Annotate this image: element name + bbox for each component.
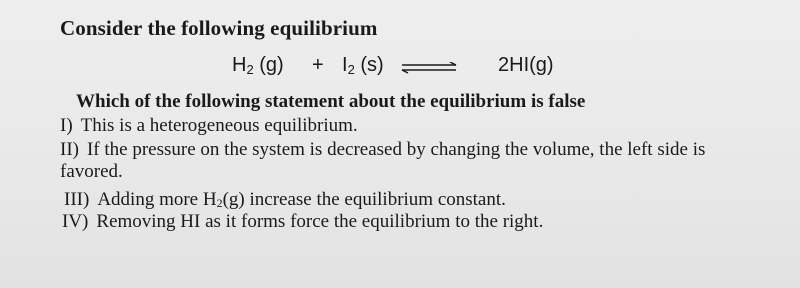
option-label: III)	[64, 189, 90, 210]
option-label: I)	[60, 115, 73, 136]
question-text: Which of the following statement about the equilibrium is false	[76, 91, 586, 112]
option-text: Removing HI as it forms force the equilibrium to the right.	[96, 211, 544, 232]
reactant-h2-symbol: H	[232, 54, 247, 76]
option-text: If the pressure on the system is decreased by changing the volume, the left side is favored.	[60, 139, 706, 182]
reactant-i2-state: (s)	[354, 54, 384, 76]
plus-sign: +	[312, 54, 324, 76]
reactant-i2-subscript: 2	[347, 62, 355, 77]
option-text-after: (g) increase the equilibrium constant.	[222, 189, 506, 210]
option-label: II)	[60, 139, 79, 160]
reactant-i2	[342, 54, 384, 77]
option-3	[64, 189, 506, 211]
reactant-h2-state: (g)	[253, 54, 284, 76]
option-2	[60, 139, 760, 183]
reactant-h2	[232, 54, 284, 77]
reactant-h2-subscript: 2	[246, 62, 254, 77]
option-text-subscript: 2	[216, 196, 223, 210]
option-4	[62, 211, 543, 233]
reactant-i2-symbol: I	[342, 54, 348, 76]
option-text-before: Adding more H	[97, 189, 217, 210]
problem-title: Consider the following equilibrium	[60, 16, 378, 40]
equilibrium-arrow-icon	[400, 62, 460, 74]
option-1	[60, 115, 358, 137]
option-text: This is a heterogeneous equilibrium.	[80, 115, 358, 136]
product-hi: 2HI(g)	[498, 54, 554, 76]
option-label: IV)	[62, 211, 89, 232]
